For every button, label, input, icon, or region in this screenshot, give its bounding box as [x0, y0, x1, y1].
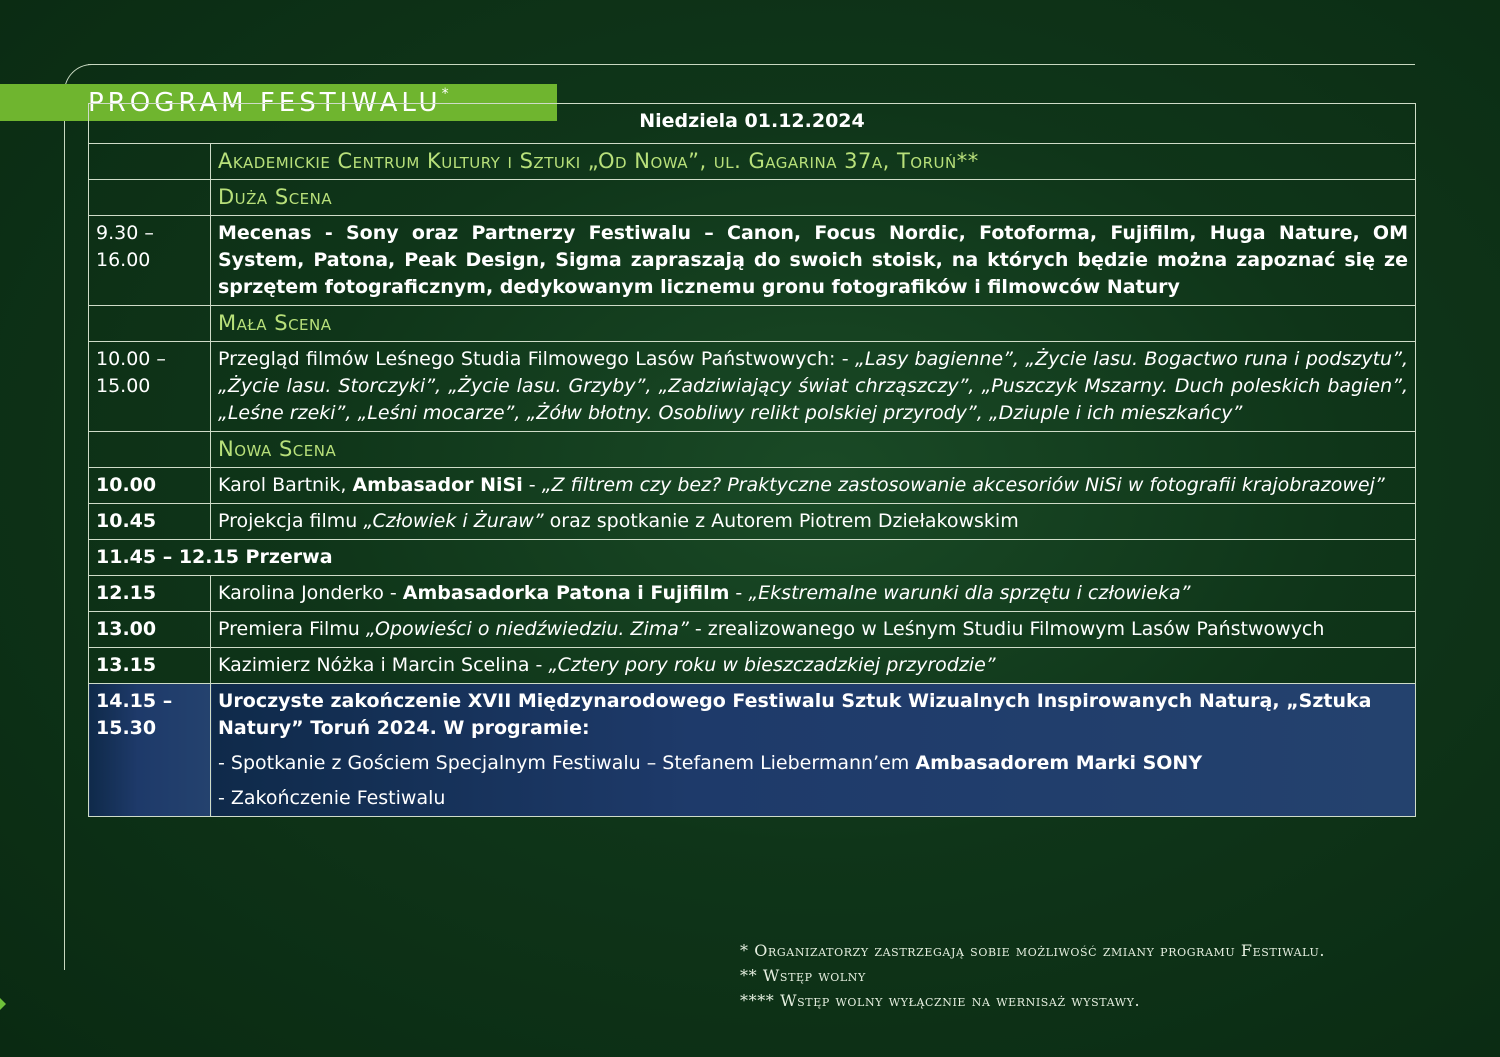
speaker: Karol Bartnik,: [218, 474, 353, 496]
time-cell: 10.00 – 15.00: [89, 342, 211, 432]
day-header-row: [89, 104, 1416, 144]
event-description: Kazimierz Nóżka i Marcin Scelina - „Cztery pory roku w bieszczadzkiej przyrodzie”: [211, 648, 1416, 684]
stage-row-nowa: [89, 432, 1416, 468]
event-description: Karolina Jonderko - Ambasadorka Patona i Fujifilm - „Ekstremalne warunki dla sprzętu i człowieka”: [211, 576, 1416, 612]
closing-item: - Spotkanie z Gościem Specjalnym Festiwalu – Stefanem Liebermann’em Ambasadorem Marki SONY: [218, 752, 1203, 774]
corner-mark: [0, 998, 6, 1010]
table-row: [89, 342, 1416, 432]
stage-row-mala: [89, 306, 1416, 342]
table-row: [89, 648, 1416, 684]
table-row: [89, 612, 1416, 648]
empty-time-cell: [89, 306, 211, 342]
stage-row-duza: [89, 180, 1416, 216]
footnote: ** Wstęp wolny: [740, 966, 866, 985]
stage-name: Nowa Scena: [211, 432, 1416, 468]
frame-line-left: [64, 96, 65, 970]
footnote: * Organizatorzy zastrzegają sobie możliwość zmiany programu Festiwalu.: [740, 941, 1326, 960]
speaker-role: Ambasadorka Patona i Fujifilm: [402, 582, 730, 604]
stage-name: Mała Scena: [211, 306, 1416, 342]
venue-name: Akademickie Centrum Kultury i Sztuki „Od Nowa”, ul. Gagarina 37a, Toruń**: [211, 144, 1416, 180]
time-cell: 10.00: [89, 468, 211, 504]
break-label: 11.45 – 12.15 Przerwa: [89, 540, 1416, 576]
stage-name: Duża Scena: [211, 180, 1416, 216]
time-cell: 12.15: [89, 576, 211, 612]
speaker-role: Ambasador NiSi: [352, 474, 523, 496]
time-cell: 9.30 – 16.00: [89, 216, 211, 306]
empty-time-cell: [89, 144, 211, 180]
footnote: **** Wstęp wolny wyłącznie na wernisaż wystawy.: [740, 991, 1141, 1010]
talk-title: „Z filtrem czy bez? Praktyczne zastosowanie akcesoriów NiSi w fotografii krajobrazowej”: [541, 474, 1385, 496]
closing-item: - Zakończenie Festiwalu: [218, 787, 446, 809]
venue-row: [89, 144, 1416, 180]
closing-headline: Uroczyste zakończenie XVII Międzynarodowego Festiwalu Sztuk Wizualnych Inspirowanych Naturą, „Sztuka Natury” Toruń 2024. W programie:: [218, 690, 1372, 739]
time-cell: 13.15: [89, 648, 211, 684]
title-footnote-mark: *: [441, 86, 449, 102]
time-cell: 10.45: [89, 504, 211, 540]
event-description: Mecenas - Sony oraz Partnerzy Festiwalu – Canon, Focus Nordic, Fotoforma, Fujifilm, Huga Nature, OM System, Patona, Peak Design, Sigma zapraszają do swoich stoisk, na których będzie można zapoznać się ze sprzętem fotograficznym, dedykowanym licznemu gronu fotografików i filmowców Natury: [211, 216, 1416, 306]
event-description: Premiera Filmu „Opowieści o niedźwiedziu. Zima” - zrealizowanego w Leśnym Studiu Filmowym Lasów Państwowych: [211, 612, 1416, 648]
event-description: [211, 342, 1416, 432]
film-title: „Opowieści o niedźwiedziu. Zima”: [365, 618, 689, 640]
day-heading: Niedziela 01.12.2024: [89, 104, 1416, 144]
event-lead: Przegląd filmów Leśnego Studia Filmowego Lasów Państwowych: -: [218, 348, 855, 370]
event-description: [211, 684, 1416, 817]
time-cell: 14.15 – 15.30: [89, 684, 211, 817]
table-row: [89, 576, 1416, 612]
event-description: Karol Bartnik, Ambasador NiSi - „Z filtrem czy bez? Praktyczne zastosowanie akcesoriów NiSi w fotografii krajobrazowej”: [211, 468, 1416, 504]
talk-title: „Ekstremalne warunki dla sprzętu i człowieka”: [748, 582, 1191, 604]
footnotes: [740, 938, 1325, 1013]
film-title: „Człowiek i Żuraw”: [363, 510, 544, 532]
table-row: [89, 216, 1416, 306]
speaker: Karolina Jonderko -: [218, 582, 403, 604]
empty-time-cell: [89, 180, 211, 216]
frame-line-top: [88, 64, 1415, 65]
closing-row: [89, 684, 1416, 817]
break-row: [89, 540, 1416, 576]
program-table: [88, 103, 1416, 817]
time-cell: 13.00: [89, 612, 211, 648]
table-row: [89, 468, 1416, 504]
talk-title: „Cztery pory roku w bieszczadzkiej przyrodzie”: [548, 654, 996, 676]
empty-time-cell: [89, 432, 211, 468]
page-title: PROGRAM FESTIWALU*: [88, 86, 449, 118]
table-row: [89, 504, 1416, 540]
film-titles: „Lasy bagienne”, „Życie lasu. Bogactwo runa i podszytu”, „Życie lasu. Storczyki”, „Życie lasu. Grzyby”, „Zadziwiający świat chrząszczy”, „Puszczyk Mszarny. Duch poleskich bagien”, „Leśne rzeki”, „Leśni mocarze”, „Żółw błotny. Osobliwy relikt polskiej przyrody”, „Dziuple i ich mieszkańcy”: [218, 348, 1408, 424]
event-description: Projekcja filmu „Człowiek i Żuraw” oraz spotkanie z Autorem Piotrem Dziełakowskim: [211, 504, 1416, 540]
